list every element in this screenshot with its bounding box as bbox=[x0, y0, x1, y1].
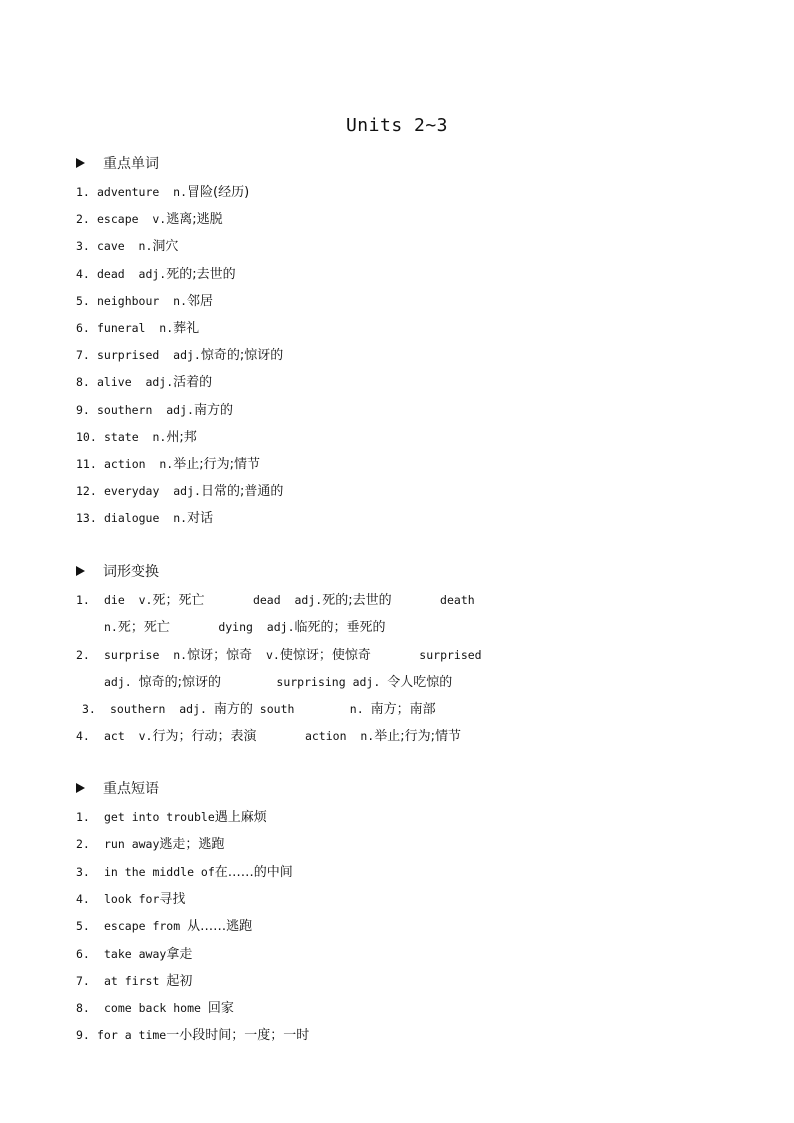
chinese-meaning: 逃走；逃跑 bbox=[159, 837, 225, 853]
english-phrase: take away bbox=[104, 946, 167, 961]
phrase-list-item bbox=[76, 861, 293, 880]
english-term: southern adj. bbox=[97, 402, 194, 417]
word-list-item bbox=[76, 263, 236, 282]
word-list-item bbox=[76, 344, 283, 363]
phrase-list-item bbox=[76, 997, 234, 1016]
section-heading-phrases bbox=[76, 778, 159, 798]
english-term: action n. bbox=[104, 457, 174, 471]
item-number: 3. bbox=[76, 864, 90, 879]
chinese-meaning: 日常的;普通的 bbox=[200, 484, 284, 500]
chinese-meaning: 起初 bbox=[166, 973, 193, 989]
word-list-item bbox=[76, 507, 213, 526]
chinese-meaning: 惊奇的;惊讶的 bbox=[138, 675, 222, 690]
english-term: neighbour n. bbox=[97, 293, 188, 308]
item-number: 8. bbox=[76, 1001, 90, 1016]
english-term: south n. bbox=[252, 702, 371, 716]
phrase-list-item bbox=[76, 888, 185, 907]
chinese-meaning: 寻找 bbox=[159, 891, 186, 907]
word-list-item bbox=[76, 290, 213, 309]
chinese-meaning: 洞穴 bbox=[152, 239, 179, 255]
word-list-item bbox=[76, 480, 283, 499]
word-list-item bbox=[76, 453, 260, 472]
item-number: 2. bbox=[76, 837, 90, 852]
english-phrase: look for bbox=[104, 891, 160, 906]
arrow-bullet-icon bbox=[76, 783, 85, 793]
english-phrase: run away bbox=[104, 837, 160, 852]
phrase-list-item bbox=[76, 915, 252, 934]
word-form-line bbox=[76, 589, 475, 608]
item-number: 10. bbox=[76, 429, 97, 444]
item-number: 8. bbox=[76, 375, 90, 390]
section-heading-text: 重点短语 bbox=[103, 781, 159, 797]
item-number: 4. bbox=[76, 729, 90, 743]
chinese-meaning: 回家 bbox=[207, 1001, 234, 1017]
item-number: 6. bbox=[76, 321, 90, 335]
chinese-meaning: 南方；南部 bbox=[370, 702, 436, 717]
item-number: 3. bbox=[82, 702, 96, 716]
phrase-list-item bbox=[76, 833, 224, 852]
word-list-item bbox=[76, 235, 178, 254]
item-number: 9. bbox=[76, 1028, 90, 1043]
phrase-list-item bbox=[76, 970, 192, 989]
english-term: southern adj. bbox=[110, 702, 214, 716]
chinese-meaning: 临死的；垂死的 bbox=[294, 620, 386, 635]
arrow-bullet-icon bbox=[76, 566, 85, 576]
chinese-meaning: 死；死亡 bbox=[117, 620, 170, 635]
chinese-meaning: 死的;去世的 bbox=[166, 266, 236, 282]
item-number: 1. bbox=[76, 185, 90, 199]
chinese-meaning: 举止;行为;情节 bbox=[173, 457, 261, 472]
chinese-meaning: 惊讶；惊奇 bbox=[187, 648, 253, 663]
english-term: dialogue n. bbox=[104, 511, 188, 526]
chinese-meaning: 举止;行为;情节 bbox=[374, 729, 461, 744]
item-number: 5. bbox=[76, 293, 90, 308]
word-form-line bbox=[82, 698, 436, 717]
chinese-meaning: 南方的 bbox=[213, 702, 253, 717]
english-phrase: in the middle of bbox=[104, 864, 215, 879]
english-phrase: come back home bbox=[104, 1001, 208, 1016]
english-term: dead adj. bbox=[204, 593, 323, 607]
english-term: n. bbox=[104, 620, 118, 634]
english-term: adventure n. bbox=[97, 185, 188, 199]
english-phrase: escape from bbox=[104, 919, 188, 934]
chinese-meaning: 行为；行动；表演 bbox=[152, 729, 257, 744]
item-number: 11. bbox=[76, 457, 97, 471]
english-term: death bbox=[391, 593, 475, 607]
chinese-meaning: 惊奇的;惊讶的 bbox=[200, 348, 284, 364]
item-number: 9. bbox=[76, 402, 90, 417]
chinese-meaning: 死；死亡 bbox=[152, 593, 205, 608]
english-term: cave n. bbox=[97, 239, 153, 254]
english-term: surprise n. bbox=[104, 648, 188, 662]
chinese-meaning: 活着的 bbox=[173, 375, 213, 391]
chinese-meaning: 葬礼 bbox=[173, 321, 200, 336]
word-list-item bbox=[76, 181, 249, 200]
english-term: adj. bbox=[104, 675, 139, 689]
item-number: 12. bbox=[76, 484, 97, 499]
item-number: 5. bbox=[76, 919, 90, 934]
word-list-item bbox=[76, 371, 212, 390]
item-number: 1. bbox=[76, 593, 90, 607]
item-number: 13. bbox=[76, 511, 97, 526]
phrase-list-item bbox=[76, 943, 192, 962]
arrow-bullet-icon bbox=[76, 158, 85, 168]
page-title: Units 2~3 bbox=[345, 115, 449, 136]
chinese-meaning: 逃离;逃脱 bbox=[166, 212, 223, 228]
item-number: 7. bbox=[76, 348, 90, 363]
chinese-meaning: 在……的中间 bbox=[214, 864, 293, 880]
word-form-line bbox=[104, 671, 452, 690]
chinese-meaning: 遇上麻烦 bbox=[214, 810, 267, 825]
section-heading-text: 重点单词 bbox=[103, 156, 159, 172]
chinese-meaning: 南方的 bbox=[193, 402, 233, 418]
word-form-line bbox=[76, 644, 482, 663]
section-heading-word-forms bbox=[76, 561, 159, 581]
chinese-meaning: 邻居 bbox=[187, 293, 214, 309]
chinese-meaning: 使惊讶；使惊奇 bbox=[279, 648, 371, 663]
english-term: alive adj. bbox=[97, 375, 174, 390]
chinese-meaning: 令人吃惊的 bbox=[387, 675, 453, 690]
english-term: state n. bbox=[104, 429, 167, 444]
english-term: surprised bbox=[370, 648, 482, 662]
english-phrase: get into trouble bbox=[104, 810, 215, 824]
english-phrase: at first bbox=[104, 973, 167, 988]
item-number: 7. bbox=[76, 973, 90, 988]
phrase-list-item bbox=[76, 806, 267, 825]
item-number: 2. bbox=[76, 648, 90, 662]
english-term: surprised adj. bbox=[97, 348, 201, 363]
chinese-meaning: 一小段时间；一度；一时 bbox=[166, 1028, 310, 1044]
english-phrase: for a time bbox=[97, 1028, 167, 1043]
english-term: dying adj. bbox=[169, 620, 295, 634]
chinese-meaning: 拿走 bbox=[166, 946, 193, 962]
english-term: funeral n. bbox=[97, 321, 174, 335]
word-form-line bbox=[104, 616, 386, 635]
item-number: 4. bbox=[76, 266, 90, 281]
item-number: 4. bbox=[76, 891, 90, 906]
item-number: 6. bbox=[76, 946, 90, 961]
word-list-item bbox=[76, 399, 233, 418]
chinese-meaning: 对话 bbox=[187, 511, 214, 527]
word-list-item bbox=[76, 426, 197, 445]
english-term: escape v. bbox=[97, 212, 167, 227]
word-form-line bbox=[76, 725, 461, 744]
word-list-item bbox=[76, 208, 223, 227]
phrase-list-item bbox=[76, 1024, 309, 1043]
item-number: 1. bbox=[76, 810, 90, 824]
english-term: act v. bbox=[104, 729, 153, 743]
item-number: 3. bbox=[76, 239, 90, 254]
english-term: action n. bbox=[256, 729, 375, 743]
english-term: v. bbox=[252, 648, 280, 662]
chinese-meaning: 州;邦 bbox=[166, 429, 197, 445]
english-term: surprising adj. bbox=[221, 675, 388, 689]
section-heading-words bbox=[76, 153, 159, 173]
chinese-meaning: 冒险(经历) bbox=[187, 185, 250, 200]
english-term: dead adj. bbox=[97, 266, 167, 281]
english-term: everyday adj. bbox=[104, 484, 201, 499]
section-heading-text: 词形变换 bbox=[103, 564, 159, 580]
english-term: die v. bbox=[104, 593, 153, 607]
item-number: 2. bbox=[76, 212, 90, 227]
chinese-meaning: 从……逃跑 bbox=[187, 919, 253, 935]
chinese-meaning: 死的;去世的 bbox=[322, 593, 392, 608]
word-list-item bbox=[76, 317, 199, 336]
